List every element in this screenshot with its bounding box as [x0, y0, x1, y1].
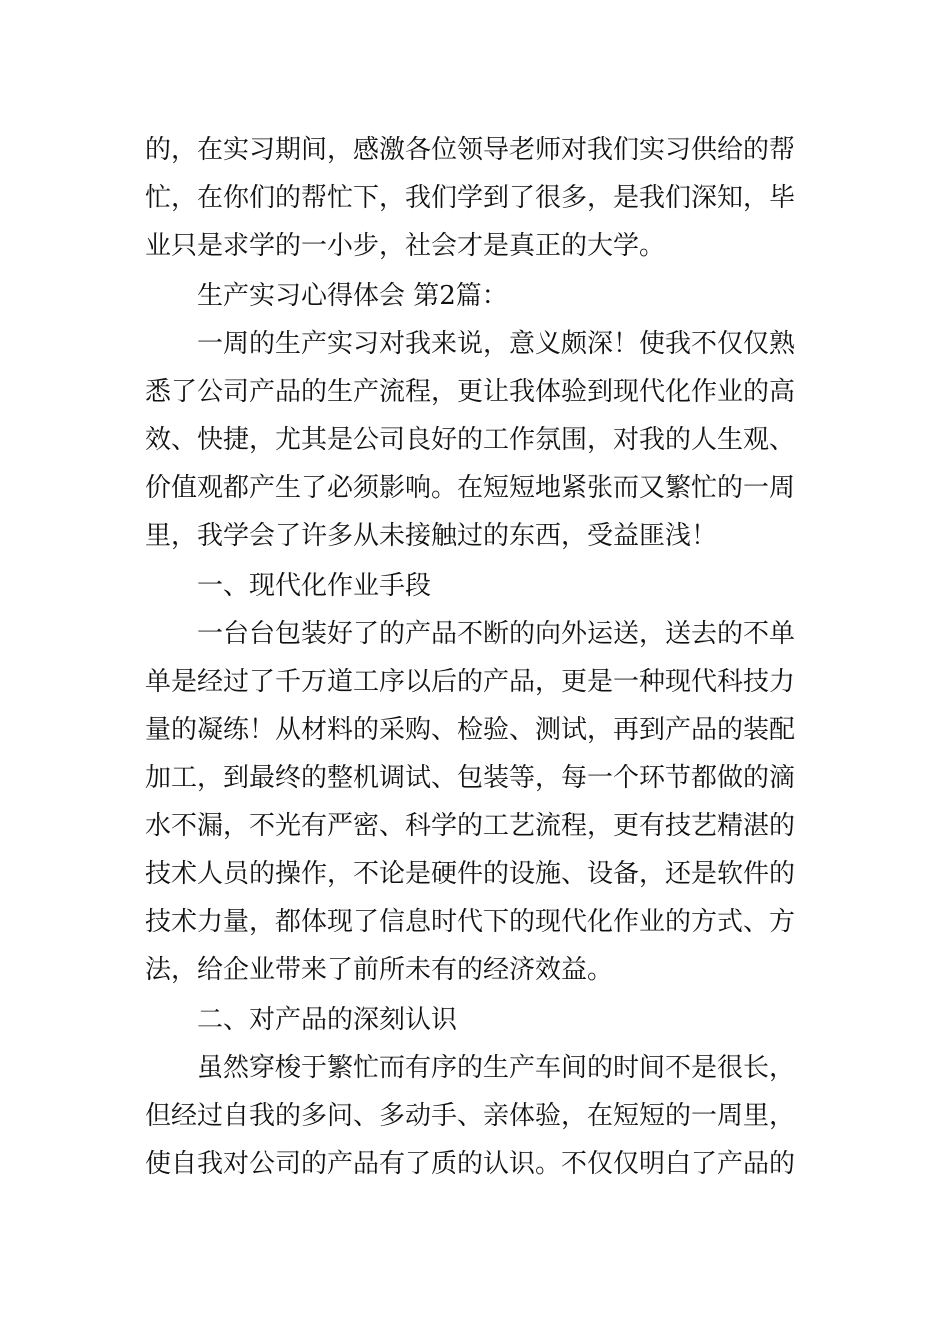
text-line: 加工，到最终的整机调试、包装等，每一个环节都做的滴	[145, 763, 796, 793]
text-line: 法，给企业带来了前所未有的经济效益。	[145, 955, 614, 985]
text-line: 效、快捷，尤其是公司良好的工作氛围，对我的人生观、	[145, 425, 796, 455]
document-body	[145, 126, 805, 1188]
text-line: 水不漏，不光有严密、科学的工艺流程，更有技艺精湛的	[145, 811, 796, 841]
text-line: 价值观都产生了必须影响。在短短地紧张而又繁忙的一周	[145, 473, 796, 503]
paragraph-first-line: 一周的生产实习对我来说，意义颇深！使我不仅仅熟	[197, 329, 796, 359]
section-title: 生产实习心得体会 第2篇：	[197, 281, 508, 311]
text-line: 但经过自我的多问、多动手、亲体验，在短短的一周里，	[145, 1101, 796, 1131]
text-line: 技术力量，都体现了信息时代下的现代化作业的方式、方	[145, 907, 796, 937]
text-line: 的，在实习期间，感激各位领导老师对我们实习供给的帮	[145, 135, 796, 165]
text-line: 里，我学会了许多从未接触过的东西，受益匪浅！	[145, 521, 718, 551]
text-line: 业只是求学的一小步，社会才是真正的大学。	[145, 231, 666, 261]
text-line: 单是经过了千万道工序以后的产品，更是一种现代科技力	[145, 667, 796, 697]
paragraph-first-line: 虽然穿梭于繁忙而有序的生产车间的时间不是很长，	[197, 1053, 796, 1083]
text-line: 忙，在你们的帮忙下，我们学到了很多，是我们深知，毕	[145, 183, 796, 213]
paragraph-first-line: 一台台包装好了的产品不断的向外运送，送去的不单	[197, 619, 796, 649]
text-line: 使自我对公司的产品有了质的认识。不仅仅明白了产品的	[145, 1149, 796, 1179]
text-line: 悉了公司产品的生产流程，更让我体验到现代化作业的高	[145, 377, 796, 407]
text-line: 量的凝练！从材料的采购、检验、测试，再到产品的装配	[145, 715, 796, 745]
subheading: 二、对产品的深刻认识	[197, 1005, 458, 1035]
text-line: 技术人员的操作，不论是硬件的设施、设备，还是软件的	[145, 859, 796, 889]
subheading: 一、现代化作业手段	[197, 571, 432, 601]
